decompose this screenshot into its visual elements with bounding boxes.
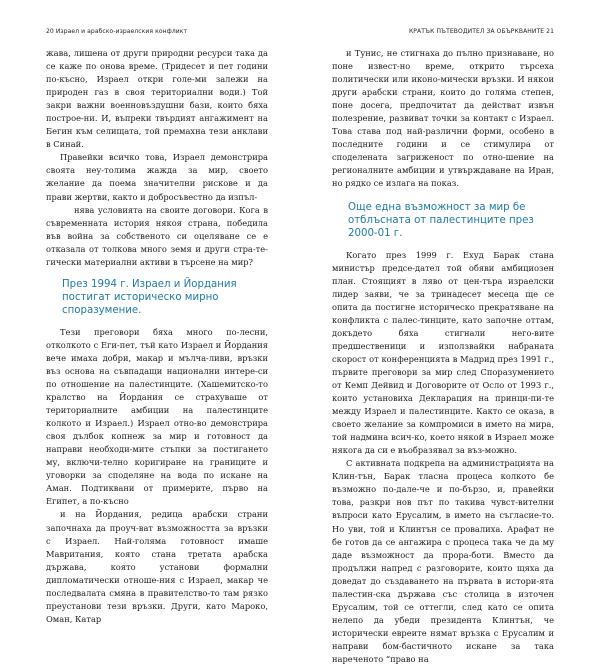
paragraph: и на Йордания, редица арабски страни започнаха да проуч-ват възможността за връзки с Израел. Най-голяма готовност имаше Мавритания, която стана третата арабска държава, която установи формални дипломатически отноше-ния с Израел, макар че последвалата смяна в правителство-то там рязко преустанови тези връзки. Други, като Мароко, Оман, Катар [46,509,268,624]
right-text-column [332,47,554,666]
section-heading: През 1994 г. Израел и Йордания постигат историческо мирно споразумение. [62,278,237,316]
left-page [0,0,300,624]
paragraph: Правейки всичко това, Израел демонстрира своята неу-толима жажда за мир, своето желание да поема значителни рискове и да прави жертви, както и добросъвестно да изпъл- [46,152,268,202]
paragraph: и Тунис, не стигнаха до пълно признаване, но поне извест-но време, открито търсеха политически или иконо-мически връзки. И някои други арабски страни, които до голяма степен, поне досега, предпочитат да действат извън полезрение, развиват точки за контакт с Израел. Това става под най-различни форми, особено в последните години и се стимулира от споделената загриженост по отно-шение на регионалните амбиции и утвърждаване на Иран, но рядко се излага на показ. [332,48,554,189]
paragraph: Тези преговори бяха много по-лесни, отколкото с Еги-пет, тъй като Израел и Йордания вече имаха добри, макар и мълча-ливи, връзки въз основа на съвпадащи национални интере-си по отношение на палестинците. (Хашемитско-то кралство на Йордания се страхуваше от териториалните амбиции на палестинците колкото и Израел.) Израел отно-во демонстрира своя дълбок копнеж за мир и готовност да направи необходи-мите стъпки за постигането му, включи-телно коригиране на границите и уговорки за споделяне на вода по искане на Аман. Подтиквани от примерите, първо на Египет, а по-късно [46,326,268,507]
paragraph: Когато през 1999 г. Ехуд Барак стана министър предсе-дател той обяви амбициозен план. Стоящият в ляво от цен-търа израелски лидер заяви, че за тринадесет месеца ще се опита да постигне историческо прекратяване на конфликта с палес-тинците, като започне оттам, докъдето бяха стигнали него-вите предшественици и използвайки набраната скорост от конференцията в Мадрид през 1991 г., първите преговори за мир след Споразумението от Кемп Дейвид и Договорите от Осло от 1993 г., които установиха Декларация на принци-пи-те между Израел и палестинците. Както се оказа, в своето желание за компромиси в името на мира, той надмина всич-ко, което някой в Израел може някога да си е въобразявал за въз-можно. [332,249,554,456]
running-head-right: КРАТЪК ПЪТЕВОДИТЕЛ ЗА ОБЪРКВАНИТЕ 21 [408,28,554,35]
left-text-column [46,47,268,626]
right-page [300,0,600,664]
paragraph: нява условията на своите договори. Кога в съвременната история някоя страна, победила във война за собственото си оцеляване се е отказала от толкова много земя и други стра-те-гически материални активи в търсене на мир? [46,204,268,267]
paragraph: жава, лишена от други природни ресурси така да се каже по онова време. (Тридесет и пет години по-късно, Израел откри голе-ми залежи на природен газ в своя териториални води.) Той закри важни военновъздушни бази, които бяха построе-ни. И, въпреки твърдият ангажимент на Бегин към селищата, той премахна тези анклави в Синай. [46,48,268,150]
paragraph: С активната подкрепа на администрацията на Клин-тън, Барак тласна процеса колкото бе възможно по-дале-че и по-бързо, и, правейки това, разкри нов път по такива чувст-вителни въпроси като Ерусалим, в името на съгласие-то. Но уви, той и Клинтън се провалиха. Арафат не бе готов да се ангажира с процеса така че да му даде възможност да прора-боти. Вместо да продължи напред с разговорите, които щяха да доведат до създаването на първата в истори-ята палестин-ска държава със столица в източен Ерусалим, той се оттегли, след като се опита нелепо да убеди президента Клинтън, че исторически евреите нямат връзка с Ерусалим и направи бом-бастичното искане за така нареченото “право на [332,458,554,664]
section-heading: Още една възможност за мир бе отблъсната от палестинците през 2000-01 г. [348,201,534,239]
running-head-left: 20 Израел и арабско-израелския конфликт [46,28,188,35]
